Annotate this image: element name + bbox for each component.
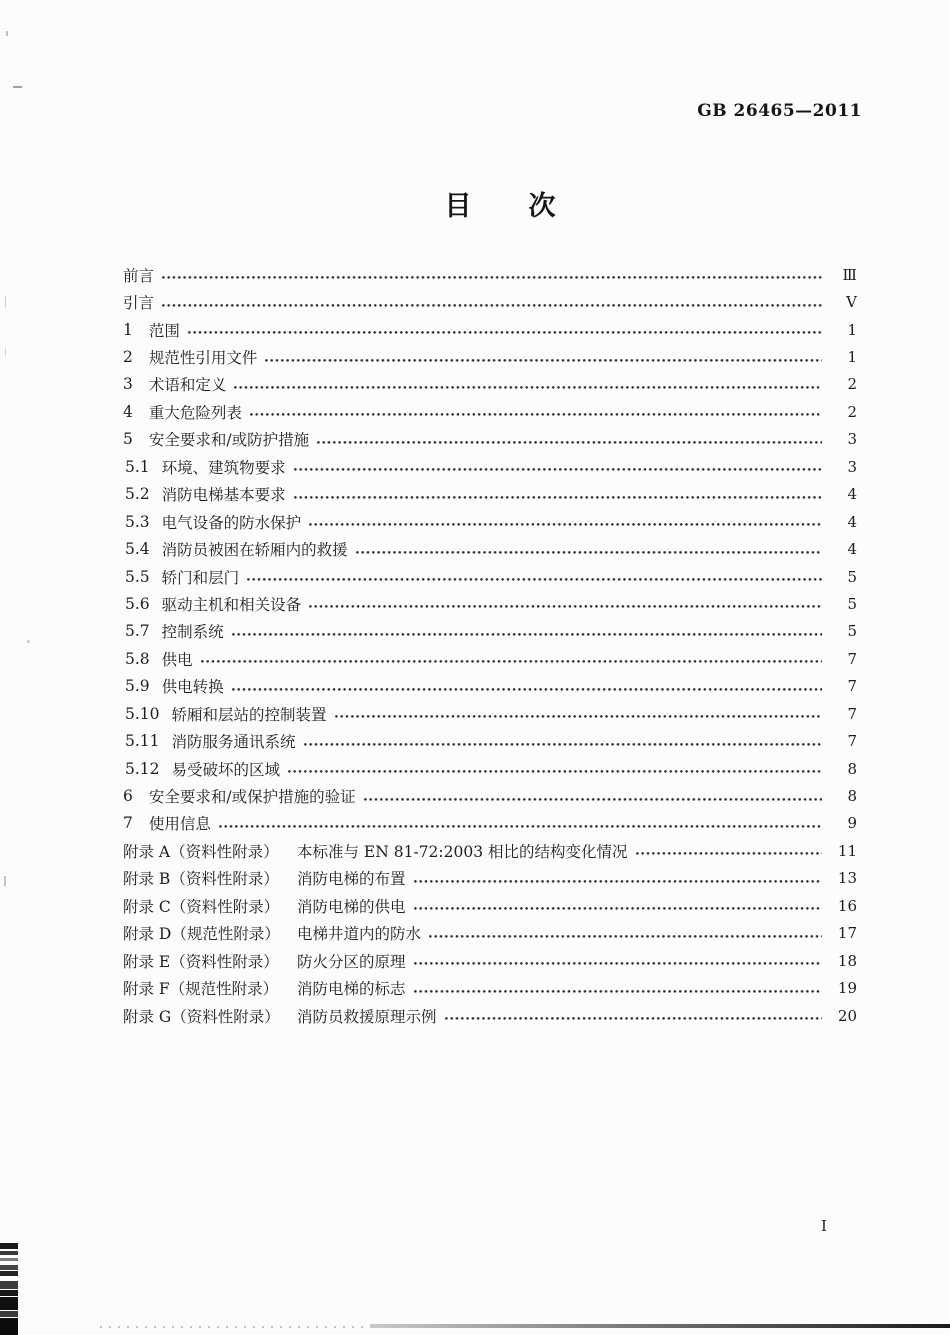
toc-row-number: 1 — [123, 320, 133, 339]
toc-page-number: 19 — [837, 979, 857, 998]
scan-artifact-dash — [13, 86, 22, 88]
toc-row — [123, 892, 857, 919]
toc-page-number: 8 — [847, 787, 857, 806]
toc-page-number: 4 — [847, 512, 857, 531]
toc-page-number: 7 — [847, 732, 857, 751]
toc-row — [123, 645, 857, 672]
toc-row-title: 环境、建筑物要求 — [161, 458, 286, 477]
toc-row-number: 附录 F（规范性附录） — [123, 980, 279, 999]
toc-row-title: 消防员救援原理示例 — [297, 1007, 437, 1026]
toc-row — [123, 535, 857, 562]
toc-page-number: 7 — [847, 677, 857, 696]
toc-row — [123, 453, 857, 480]
toc-page-number: 5 — [847, 594, 857, 613]
page-title — [123, 184, 867, 223]
toc-row-number: 5 — [123, 430, 133, 449]
toc-row — [123, 618, 857, 645]
toc-page-number: 13 — [837, 869, 857, 888]
toc-page-number: 3 — [847, 457, 857, 476]
toc-row-title: 防火分区的原理 — [297, 952, 406, 971]
toc-row-number: 3 — [123, 375, 133, 394]
toc-row-title: 规范性引用文件 — [148, 349, 258, 368]
scan-artifact-speck — [6, 31, 8, 36]
toc-row-title: 范围 — [148, 321, 180, 340]
toc-row-title: 消防服务通讯系统 — [171, 733, 296, 752]
toc-row — [123, 288, 857, 315]
toc-row-number: 5.4 — [125, 540, 150, 559]
toc-row-number: 附录 E（资料性附录） — [123, 952, 279, 971]
toc-row — [123, 920, 857, 947]
toc-leader-dots — [232, 633, 822, 636]
toc-row-title: 易受破坏的区域 — [171, 760, 281, 779]
toc-row-number: 5.3 — [125, 512, 150, 531]
toc-row-number: 5.5 — [125, 567, 150, 586]
toc-page-number: 18 — [837, 951, 857, 970]
toc-row-title: 安全要求和/或保护措施的验证 — [148, 788, 356, 807]
toc-page-number: 11 — [837, 841, 857, 860]
toc-row — [123, 343, 857, 370]
toc-row-number: 附录 A（资料性附录） — [123, 842, 279, 861]
toc-leader-dots — [188, 331, 822, 334]
toc-leader-dots — [414, 907, 822, 910]
scan-artifact-bottom-dots — [100, 1326, 370, 1328]
toc-page-number: 4 — [847, 485, 857, 504]
toc-leader-dots — [429, 935, 822, 938]
toc-leader-dots — [232, 688, 822, 691]
toc-row-title: 电梯井道内的防水 — [297, 925, 422, 944]
folio-page-number: I — [821, 1217, 827, 1235]
page-title-char-1: 目 — [444, 191, 472, 222]
toc-leader-dots — [162, 276, 822, 279]
toc-list — [123, 261, 857, 1029]
toc-leader-dots — [234, 386, 822, 389]
scan-artifact-barcode — [0, 1243, 18, 1335]
standard-code: GB 26465—2011 — [697, 101, 862, 121]
toc-row — [123, 782, 857, 809]
toc-row-title: 使用信息 — [148, 815, 211, 834]
toc-row — [123, 700, 857, 727]
toc-row-title: 电气设备的防水保护 — [161, 513, 302, 532]
toc-row — [123, 398, 857, 425]
toc-page-number: 17 — [837, 924, 857, 943]
toc-page-number: Ⅴ — [846, 293, 857, 312]
toc-row — [123, 508, 857, 535]
toc-row-title: 引言 — [123, 294, 155, 313]
toc-row-title: 供电转换 — [161, 678, 224, 697]
toc-leader-dots — [317, 441, 822, 444]
toc-row-title: 消防电梯的布置 — [297, 870, 406, 889]
toc-row-title: 重大危险列表 — [148, 403, 242, 422]
toc-page-number: 3 — [847, 430, 857, 449]
toc-row-number: 5.10 — [125, 704, 160, 723]
toc-row — [123, 563, 857, 590]
toc-page-number: Ⅲ — [842, 265, 857, 284]
toc-row-title: 供电 — [161, 650, 193, 669]
toc-row-number: 附录 D（规范性附录） — [123, 925, 280, 944]
toc-page-number: 4 — [847, 540, 857, 559]
scan-artifact-tick — [4, 876, 6, 886]
toc-row-title: 驱动主机和相关设备 — [161, 595, 302, 614]
toc-row — [123, 261, 857, 288]
toc-leader-dots — [335, 715, 822, 718]
toc-row-title: 本标准与 EN 81-72:2003 相比的结构变化情况 — [297, 842, 628, 861]
toc-row-number: 2 — [123, 348, 133, 367]
scan-artifact-tick — [5, 296, 6, 308]
toc-leader-dots — [414, 962, 822, 965]
toc-page-number: 5 — [847, 622, 857, 641]
toc-row-title: 消防电梯的供电 — [297, 897, 406, 916]
toc-page-number: 5 — [847, 567, 857, 586]
toc-row-number: 6 — [123, 787, 133, 806]
scan-artifact-tick — [5, 348, 6, 356]
toc-row — [123, 590, 857, 617]
toc-row-number: 5.2 — [125, 485, 150, 504]
toc-row — [123, 481, 857, 508]
toc-row-title: 安全要求和/或防护措施 — [148, 431, 310, 450]
toc-row-title: 消防员被困在轿厢内的救援 — [161, 541, 348, 560]
toc-leader-dots — [219, 825, 822, 828]
toc-leader-dots — [304, 743, 822, 746]
toc-row — [123, 947, 857, 974]
toc-leader-dots — [294, 468, 822, 471]
toc-row-number: 4 — [123, 402, 133, 421]
toc-row-title: 轿门和层门 — [161, 568, 240, 587]
toc-row — [123, 755, 857, 782]
toc-row-number: 7 — [123, 814, 133, 833]
toc-row-title: 控制系统 — [161, 623, 224, 642]
toc-row — [123, 371, 857, 398]
toc-leader-dots — [162, 304, 822, 307]
toc-row — [123, 837, 857, 864]
toc-row — [123, 727, 857, 754]
toc-row — [123, 865, 857, 892]
toc-leader-dots — [309, 523, 822, 526]
toc-row-number: 5.9 — [125, 677, 150, 696]
toc-row-title: 轿厢和层站的控制装置 — [171, 705, 327, 724]
toc-row-title: 术语和定义 — [148, 376, 227, 395]
toc-row-title: 前言 — [123, 266, 155, 285]
toc-page-number: 1 — [847, 320, 857, 339]
toc-page-number: 2 — [847, 375, 857, 394]
toc-leader-dots — [414, 880, 822, 883]
toc-row-number: 附录 C（资料性附录） — [123, 897, 280, 916]
toc-page-number: 2 — [847, 402, 857, 421]
toc-row-title: 消防电梯的标志 — [297, 980, 406, 999]
toc-page-number: 7 — [847, 704, 857, 723]
toc-row — [123, 673, 857, 700]
toc-row-number: 5.8 — [125, 649, 150, 668]
scan-artifact-speck — [27, 640, 30, 643]
toc-row-number: 5.7 — [125, 622, 150, 641]
toc-page-number: 16 — [837, 896, 857, 915]
toc-row-number: 5.1 — [125, 457, 150, 476]
toc-leader-dots — [250, 413, 822, 416]
toc-leader-dots — [309, 605, 822, 608]
toc-leader-dots — [288, 770, 822, 773]
toc-row-number: 附录 B（资料性附录） — [123, 870, 279, 889]
toc-row-number: 5.12 — [125, 759, 160, 778]
toc-leader-dots — [201, 660, 822, 663]
toc-row — [123, 974, 857, 1001]
toc-row — [123, 1002, 857, 1029]
toc-page-number: 8 — [847, 759, 857, 778]
toc-leader-dots — [364, 798, 822, 801]
toc-row — [123, 316, 857, 343]
toc-leader-dots — [445, 1017, 822, 1020]
toc-row — [123, 426, 857, 453]
toc-row-title: 消防电梯基本要求 — [161, 486, 286, 505]
toc-leader-dots — [294, 496, 822, 499]
toc-leader-dots — [414, 990, 822, 993]
toc-leader-dots — [265, 359, 822, 362]
scan-artifact-bottom-edge — [370, 1324, 950, 1328]
toc-page-number: 20 — [837, 1006, 857, 1025]
toc-page-number: 7 — [847, 649, 857, 668]
toc-leader-dots — [356, 551, 822, 554]
toc-leader-dots — [247, 578, 822, 581]
toc-row-number: 附录 G（资料性附录） — [123, 1007, 280, 1026]
toc-row-number: 5.6 — [125, 594, 150, 613]
page-title-char-2: 次 — [528, 191, 556, 222]
toc-row-number: 5.11 — [125, 732, 160, 751]
toc-page-number: 1 — [847, 348, 857, 367]
toc-leader-dots — [636, 852, 822, 855]
toc-row — [123, 810, 857, 837]
toc-page-number: 9 — [847, 814, 857, 833]
